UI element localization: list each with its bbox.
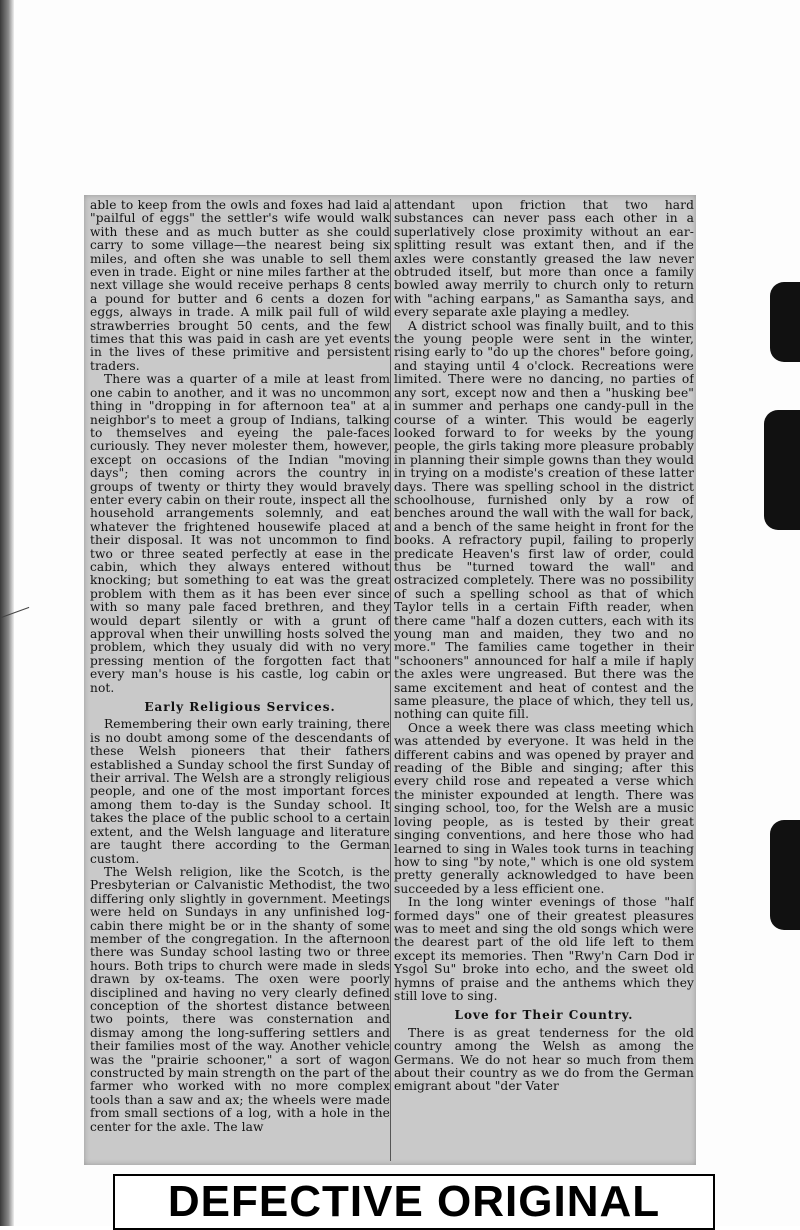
article-paragraph: Once a week there was class meeting which was attended by everyone. It was held in the different cabins and was opened by prayer and reading of the Bible and singing; after this every child rose and repeated a verse which the minister expounded at length. There was singing school, too, for the Welsh are a music loving people, as is tested by their great singing conventions, and here those who had learned to sing in Wales took turns in teaching how to sing "by note," which is one old system pretty generally acknowledged to have been succeeded by a less efficient one. bbox=[394, 720, 694, 896]
article-paragraph: In the long winter evenings of those "half formed days" one of their greatest pleasures was to meet and sing the old songs which were the dearest part of the old life left to them except its memories. Then "Rwy'n Carn Dod ir Ysgol Su" broke into echo, and the sweet old hymns of praise and the anthems which they still love to sing. bbox=[394, 895, 694, 1003]
article-paragraph: A district school was finally built, and to this the young people were sent in the winter, rising early to "do up the chores" before going, and staying until 4 o'clock. Recreations were limited. There were no dancing, no parties of any sort, except now and then a "husking bee" in summer and perhaps one candy-pull in the course of a winter. This would be eagerly looked forward to for weeks by the young people, the girls taking more pleasure probably in planning their simple gowns than they would in trying on a modiste's creation of these latter days. There was spelling school in the district schoolhouse, furnished only by a row of benches around the wall with the wall for back, and a bench of the same height in front for the books. A refractory pupil, failing to properly predicate Heaven's first law of order, could thus be "turned toward the wall" and ostracized completely. There was no possibility of such a spelling school as that of which Taylor tells in a certain Fifth reader, when there came "half a dozen cutters, each with its young man and maiden, they two and no more." The families came together in their "schooners" announced for half a mile if haply the axles were ungreased. But there was the same excitement and heat of contest and the same pleasure, the place of which, they tell us, nothing can quite fill. bbox=[394, 318, 694, 722]
binding-hole-mark bbox=[770, 282, 800, 362]
article-paragraph: The Welsh religion, like the Scotch, is the Presbyterian or Calvanistic Methodist, the two differing only slightly in government. Meetings were held on Sundays in any unfinished log-cabin there might be or in the shanty of some member of the congregation. In the afternoon there was Sunday school lasting two or three hours. Both trips to church were made in sleds drawn by ox-teams. The oxen were poorly disciplined and having no very clearly defined conception of the shortest distance between two points, there was consternation and dismay among the long-suffering settlers and their families most of the way. Another vehicle was the "prairie schooner," a sort of wagon constructed by main strength on the part of the farmer who worked with no more complex tools than a saw and ax; the wheels were made from small sections of a log, with a hole in the center for the axle. The law bbox=[90, 864, 390, 1134]
article-column-left bbox=[90, 199, 390, 1161]
binding-hole-mark bbox=[770, 820, 800, 930]
section-heading: Love for Their Country. bbox=[454, 1008, 634, 1023]
article-paragraph: able to keep from the owls and foxes had laid a "pailful of eggs" the settler's wife would walk with these and as much butter as she could carry to some village—the nearest being six miles, and often she was unable to sell them even in trade. Eight or nine miles farther at the next village she would receive perhaps 8 cents a pound for butter and 6 cents a dozen for eggs, always in trade. A milk pail full of wild strawberries brought 50 cents, and the few times that this was paid in cash are yet events in the lives of these primitive and persistent traders. bbox=[90, 199, 390, 373]
article-paragraph: There is as great tenderness for the old country among the Welsh as among the Germans. We do not hear so much from them about their country as we do from the German emigrant about "der Vater bbox=[394, 1025, 694, 1094]
article-paragraph: attendant upon friction that two hard substances can never pass each other in a superlatively close proximity without an ear-splitting result was extant then, and if the axles were constantly greased the law never obtruded itself, but more than once a family bowled away merrily to church only to return with "aching earpans," as Samantha says, and every separate axle playing a medley. bbox=[394, 199, 694, 320]
binding-hole-mark bbox=[764, 410, 800, 530]
article-paragraph: There was a quarter of a mile at least from one cabin to another, and it was no uncommon thing in "dropping in for afternoon tea" at a neighbor's to meet a group of Indians, talking to themselves and eyeing the pale-faces curiously. They never molester them, however, except on occasions of the Indian "moving days"; then coming acrors the country in groups of twenty or thirty they would bravely enter every cabin on their route, inspect all the household arrangements solemnly, and eat whatever the frightened housewife placed at their disposal. It was not uncommon to find two or three seated perfectly at ease in the cabin, which they always entered without knocking; but something to eat was the great problem with them as it has been ever since with so many pale faced brethren, and they would depart silently or with a grunt of approval when their unwilling hosts solved the problem, which they usualy did with no very pressing mention of the forgotten fact that every man's house is his castle, log cabin or not. bbox=[90, 372, 390, 695]
column-rule bbox=[390, 199, 391, 1161]
section-heading: Early Religious Services. bbox=[144, 700, 336, 715]
article-paragraph: Remembering their own early training, there is no doubt among some of the descendants of these Welsh pioneers that their fathers established a Sunday school the first Sunday of their arrival. The Welsh are a strongly religious people, and one of the most important forces among them to-day is the Sunday school. It takes the place of the public school to a certain extent, and the Welsh language and literature are taught there according to the German custom. bbox=[90, 717, 390, 866]
defective-original-stamp bbox=[113, 1174, 715, 1230]
newspaper-clipping bbox=[84, 195, 696, 1165]
stamp-label: DEFECTIVE ORIGINAL bbox=[167, 1177, 661, 1226]
article-column-right bbox=[394, 199, 694, 1161]
